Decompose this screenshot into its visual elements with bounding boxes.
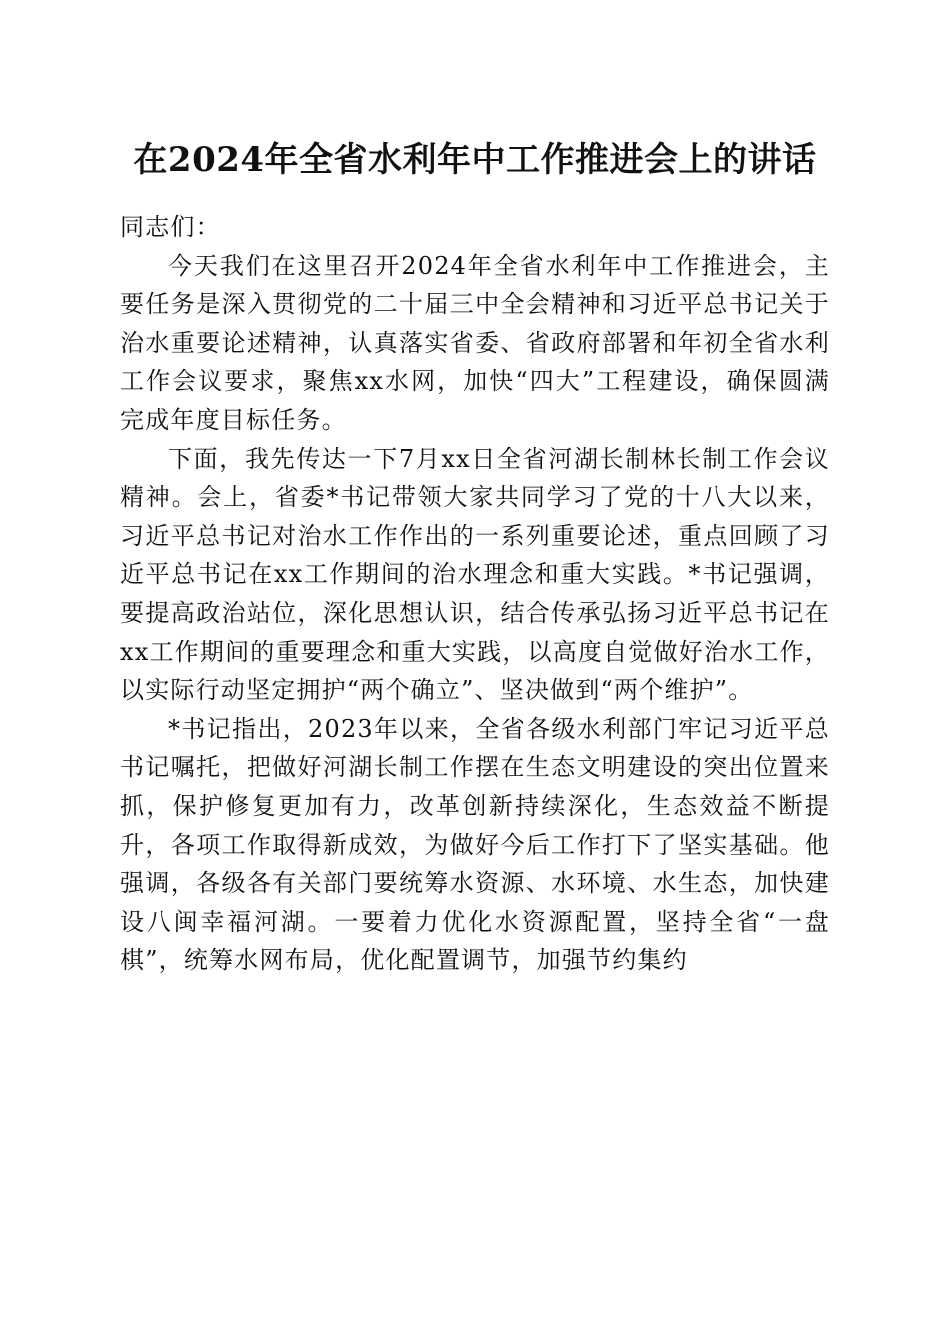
- document-body: [120, 208, 830, 980]
- document-title: 在2024年全省水利年中工作推进会上的讲话: [133, 140, 817, 180]
- paragraph-1: 今天我们在这里召开2024年全省水利年中工作推进会，主要任务是深入贯彻党的二十届三中全会精神和习近平总书记关于治水重要论述精神，认真落实省委、省政府部署和年初全省水利工作会议要求，聚焦xx水网，加快“四大”工程建设，确保圆满完成年度目标任务。: [120, 251, 830, 434]
- paragraph-3: *书记指出，2023年以来，全省各级水利部门牢记习近平总书记嘱托，把做好河湖长制工作摆在生态文明建设的突出位置来抓，保护修复更加有力，改革创新持续深化，生态效益不断提升，各项工作取得新成效，为做好今后工作打下了坚实基础。他强调，各级各有关部门要统筹水资源、水环境、水生态，加快建设八闽幸福河湖。一要着力优化水资源配置，坚持全省“一盘棋”，统筹水网布局，优化配置调节，加强节约集约: [120, 714, 830, 975]
- paragraph-2: 下面，我先传达一下7月xx日全省河湖长制林长制工作会议精神。会上，省委*书记带领大家共同学习了党的十八大以来，习近平总书记对治水工作作出的一系列重要论述，重点回顾了习近平总书记在xx工作期间的治水理念和重大实践。*书记强调，要提高政治站位，深化思想认识，结合传承弘扬习近平总书记在xx工作期间的重要理念和重大实践，以高度自觉做好治水工作，以实际行动坚定拥护“两个确立”、坚决做到“两个维护”。: [120, 444, 830, 705]
- salutation: 同志们：: [120, 213, 221, 241]
